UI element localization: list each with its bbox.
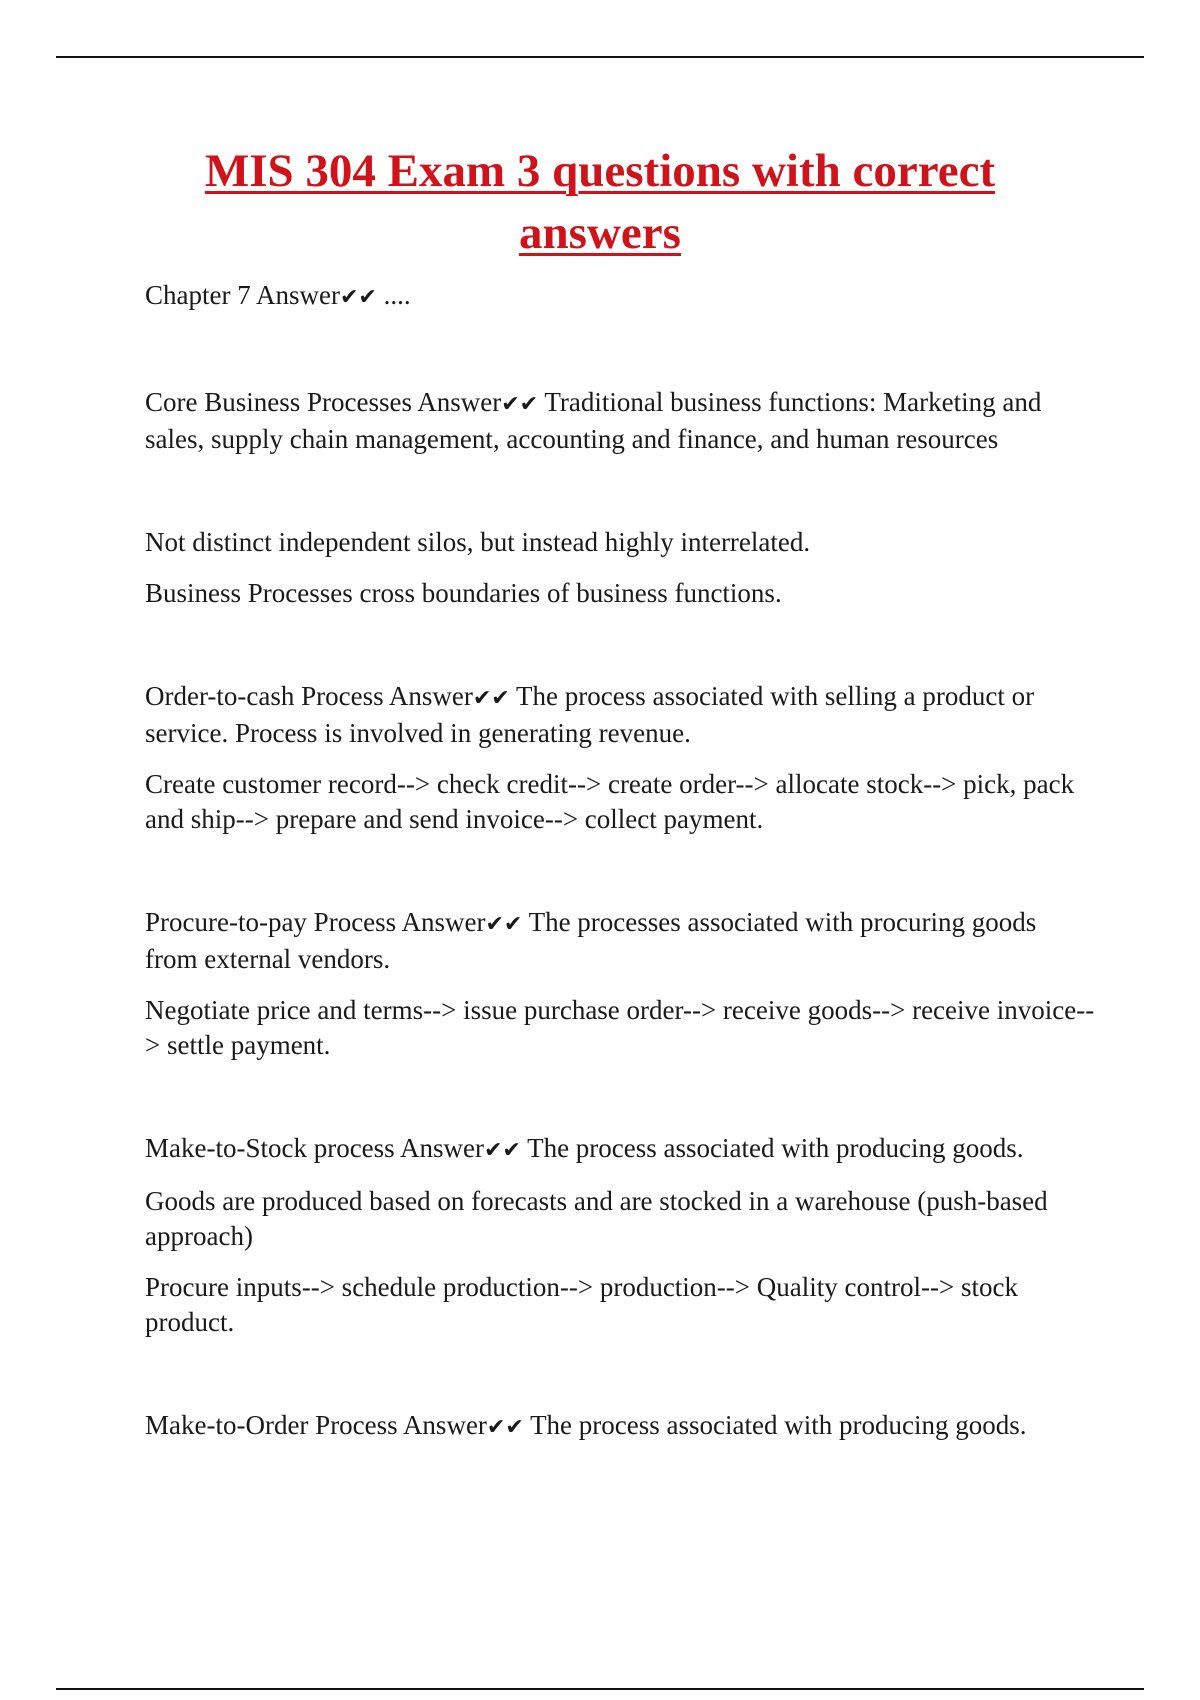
double-check-icon: ✔✔ [339,285,377,310]
answer-label: Answer [401,907,486,937]
top-rule [56,56,1144,58]
double-check-icon: ✔✔ [483,1138,521,1163]
entry-main-paragraph [145,1408,1095,1445]
entry-core-business-processes [145,385,1095,457]
entry-term: Make-to-Order Process [145,1410,398,1440]
answer-label: Answer [399,1133,484,1163]
entry-term: Order-to-cash Process [145,681,384,711]
entry-make-to-stock [145,1131,1095,1340]
entry-extra-paragraph: Goods are produced based on forecasts and are stocked in a warehouse (push-based approach) [145,1186,1048,1251]
entry-answer: .... [383,280,411,310]
entry-term: Chapter 7 [145,280,251,310]
entry-chapter-7 [145,278,1095,315]
entry-business-processes-notes [145,525,1095,611]
double-check-icon: ✔✔ [486,1415,524,1440]
entry-answer: The process associated with producing goods. [527,1133,1024,1163]
entry-term: Procure-to-pay Process [145,907,397,937]
document-body [145,278,1095,1513]
entry-make-to-order [145,1408,1095,1445]
entry-answer: The process associated with selling a product or service. Process is involved in generating revenue. [145,681,1035,748]
entry-extra-paragraph: Negotiate price and terms--> issue purchase order--> receive goods--> receive invoice--> settle payment. [145,995,1095,1060]
entry-extra-paragraph: Procure inputs--> schedule production--> production--> Quality control--> stock product. [145,1272,1018,1337]
entry-main-paragraph [145,679,1095,751]
entry-main-paragraph [145,905,1095,977]
entry-term: Core Business Processes [145,387,412,417]
double-check-icon: ✔✔ [485,912,523,937]
document-title: MIS 304 Exam 3 questions with correct answers [204,145,996,259]
answer-label: Answer [388,681,473,711]
entry-main-paragraph [145,278,1095,315]
entry-answer: Traditional business functions: Marketing and sales, supply chain management, accounting and finance, and human resources [145,387,1042,454]
entry-order-to-cash [145,679,1095,837]
entry-main-paragraph [145,385,1095,457]
answer-label: Answer [256,280,340,310]
entry-main-paragraph [145,1131,1095,1168]
entry-term: Make-to-Stock process [145,1133,395,1163]
entry-answer: The processes associated with procuring goods from external vendors. [145,907,1037,974]
double-check-icon: ✔✔ [472,686,510,711]
entry-extra-paragraph: Not distinct independent silos, but instead highly interrelated. [145,527,811,557]
entry-extra-paragraph: Business Processes cross boundaries of business functions. [145,578,782,608]
entry-extra-paragraph: Create customer record--> check credit--> create order--> allocate stock--> pick, pack and ship--> prepare and send invoice--> collect payment. [145,769,1075,834]
entry-procure-to-pay [145,905,1095,1063]
bottom-rule [56,1688,1144,1690]
answer-label: Answer [417,387,502,417]
entry-answer: The process associated with producing goods. [530,1410,1027,1440]
double-check-icon: ✔✔ [501,392,539,417]
answer-label: Answer [402,1410,487,1440]
